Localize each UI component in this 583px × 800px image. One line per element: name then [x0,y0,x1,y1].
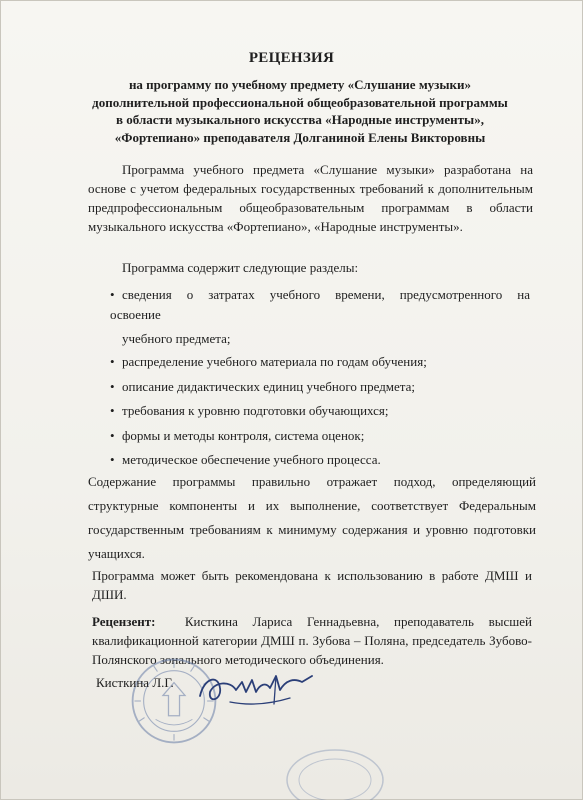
bullet-icon: • [110,403,115,418]
handwritten-signature [190,660,320,720]
section-item-continuation: освоение [110,307,161,322]
subtitle-line: «Фортепиано» преподавателя Долганиной Елены Викторовны [114,129,486,145]
section-item-text: методическое обеспечение учебного процесса. [122,452,381,467]
section-item [110,450,381,469]
section-item-continuation: учебного предмета; [122,331,231,346]
reviewer-label: Рецензент: [92,614,156,629]
sections-lead: Программа содержит следующие разделы: [122,260,359,275]
section-item [110,377,415,396]
section-item-text: описание дидактических единиц учебного предмета; [122,379,416,394]
section-item-text: сведения о затратах учебного времени, предусмотренного на [122,287,530,302]
bullet-icon: • [110,379,115,394]
intro-text: Программа учебного предмета «Слушание музыки» разработана на основе с учетом федеральных государственных требований к дополнительным предпрофессиональным общеобразовательным программам в области музыкального искусства «Фортепиано», «Народные инструменты». [88,162,533,234]
section-item [110,285,530,304]
section-item [110,426,364,445]
bullet-icon: • [110,428,115,443]
section-item-text: распределение учебного материала по годам обучения; [122,354,427,369]
section-item-text: требования к уровню подготовки обучающихся; [122,403,389,418]
faded-stamp [280,740,390,800]
subtitle-line: на программу по учебному предмету «Слушание музыки» [128,77,472,92]
subtitle-line: дополнительной профессиональной общеобразовательной программы [92,94,508,110]
section-item [110,352,427,371]
conclusion-paragraph: Содержание программы правильно отражает подход, определяющий структурные компоненты и их выполнение, соответствует Федеральным государственным требованиям к минимуму содержания и уровню подготовки учащихся. [88,474,536,561]
recommendation-paragraph [92,566,532,604]
section-item-text: формы и методы контроля, система оценок; [122,428,365,443]
intro-paragraph [88,160,533,236]
bullet-icon: • [110,452,115,467]
reviewer-text: Кисткина Лариса Геннадьевна, преподаватель высшей квалификационной категории ДМШ п. Зубова – Поляна, председатель Зубово-Полянского зонального методического объединения. [92,614,532,667]
document-title: РЕЦЕНЗИЯ [248,50,335,66]
section-item [110,401,389,420]
bullet-icon: • [110,354,115,369]
signature-name: Кисткина Л.Г. [96,675,174,690]
recommendation-text: Программа может быть рекомендована к использованию в работе ДМШ и ДШИ. [92,568,532,602]
subtitle-line: в области музыкального искусства «Народные инструменты», [116,112,484,127]
document-subtitle [70,76,530,146]
bullet-icon: • [110,287,115,302]
